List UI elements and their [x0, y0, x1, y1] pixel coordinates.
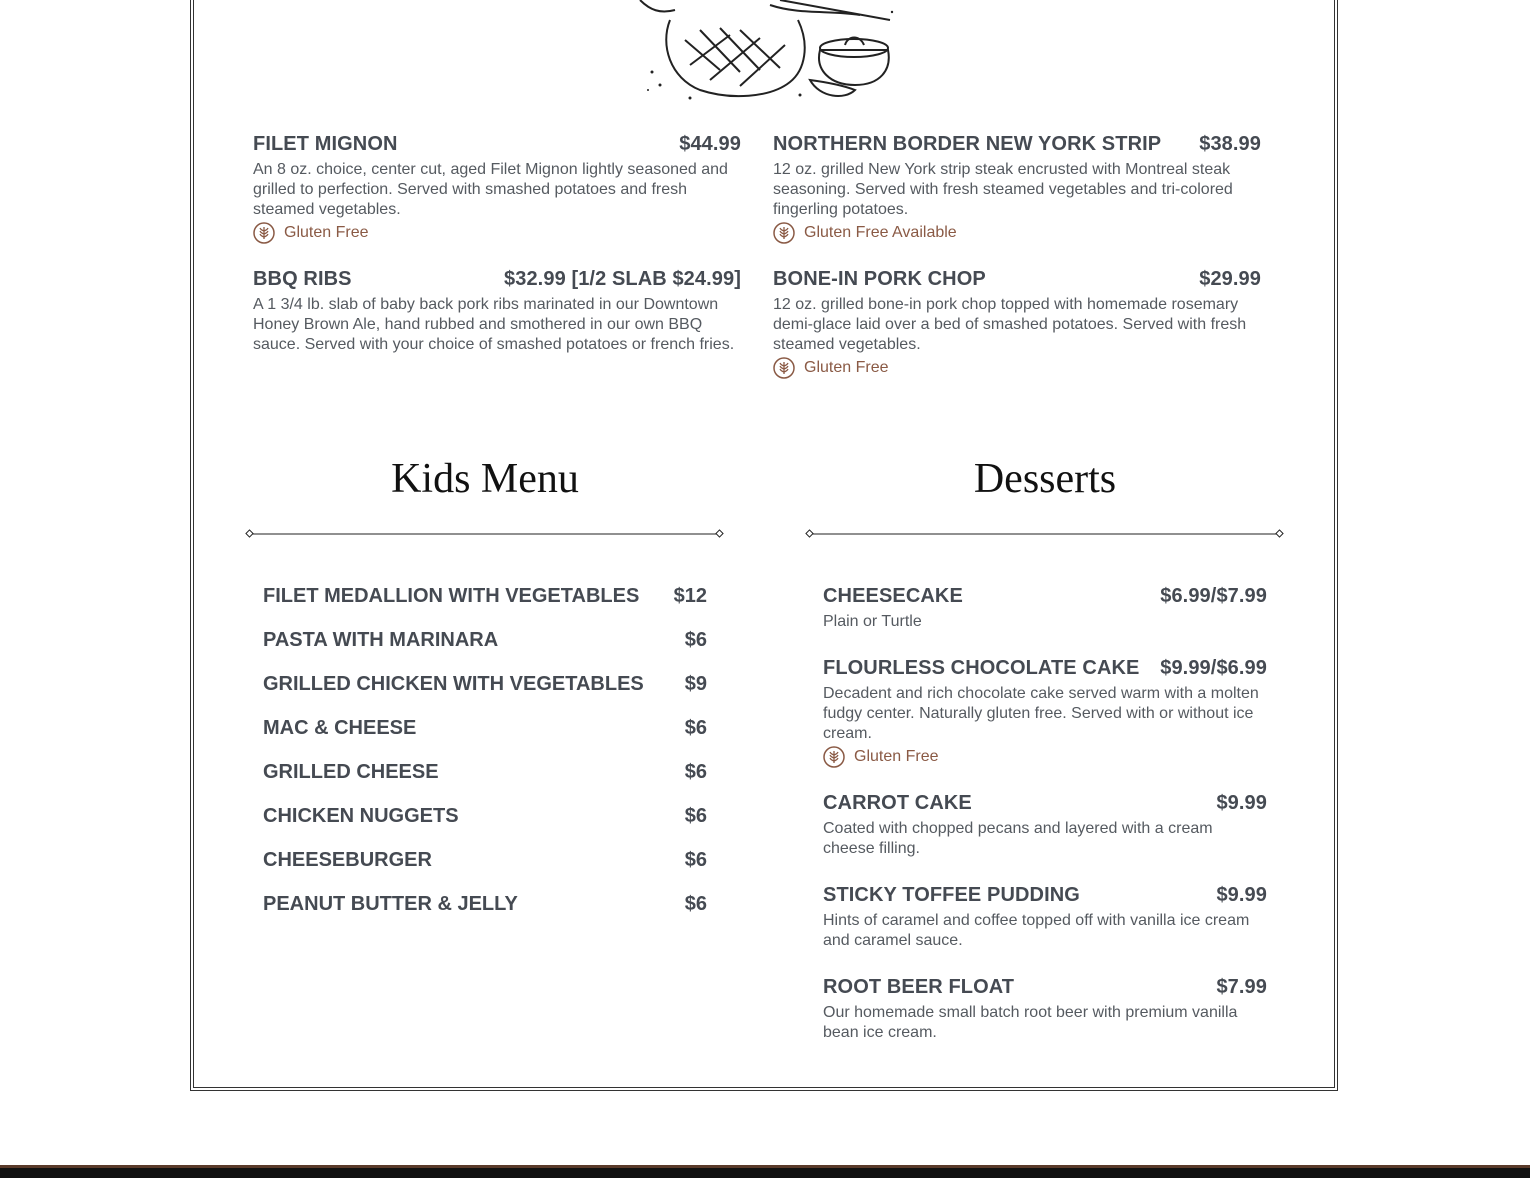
- kids-item-name: CHEESEBURGER: [263, 849, 432, 871]
- item-name: FILET MIGNON: [253, 133, 398, 155]
- item-price: $38.99: [1199, 133, 1261, 155]
- item-description: Hints of caramel and coffee topped off with vanilla ice cream and caramel sauce.: [823, 912, 1250, 949]
- kids-item: [263, 716, 707, 740]
- kids-menu-title: Kids Menu: [391, 456, 579, 502]
- steak-illustration: [630, 0, 900, 106]
- kids-item: [263, 760, 707, 784]
- kids-item-name: GRILLED CHEESE: [263, 761, 439, 783]
- item-price: $29.99: [1199, 268, 1261, 290]
- desserts-title: Desserts: [973, 456, 1117, 502]
- menu-item-bbq-ribs: [253, 267, 741, 355]
- kids-item-price: $6: [684, 717, 707, 739]
- gluten-free-label: Gluten Free: [854, 748, 939, 765]
- item-name: BBQ RIBS: [253, 268, 352, 290]
- kids-item: [263, 672, 707, 696]
- gluten-free-badge: [773, 357, 1261, 379]
- item-price: $6.99/$7.99: [1160, 585, 1267, 607]
- kids-item-price: $9: [684, 673, 707, 695]
- dessert-item-chocolate-cake: [823, 656, 1267, 768]
- item-description: 12 oz. grilled New York strip steak encrusted with Montreal steak seasoning. Served with fresh steamed vegetables and tri-colored fingerling potatoes.: [773, 161, 1233, 218]
- item-description: Plain or Turtle: [823, 613, 922, 630]
- dessert-item-cheesecake: [823, 584, 1267, 632]
- item-description: A 1 3/4 lb. slab of baby back pork ribs marinated in our Downtown Honey Brown Ale, hand rubbed and smothered in our own BBQ sauce. Served with your choice of smashed potatoes or french fries.: [253, 296, 735, 353]
- item-name: BONE-IN PORK CHOP: [773, 268, 986, 290]
- item-price: $9.99: [1216, 884, 1267, 906]
- dessert-item-root-beer-float: [823, 975, 1267, 1043]
- menu-item-ny-strip: [773, 132, 1261, 244]
- item-price: $9.99: [1216, 792, 1267, 814]
- kids-item-price: $12: [673, 585, 707, 607]
- item-description: Our homemade small batch root beer with premium vanilla bean ice cream.: [823, 1004, 1238, 1041]
- kids-item-name: FILET MEDALLION WITH VEGETABLES: [263, 585, 640, 607]
- menu-item-filet-mignon: [253, 132, 741, 244]
- item-name: CARROT CAKE: [823, 792, 972, 814]
- kids-item-price: $6: [684, 629, 707, 651]
- wheat-badge-icon: [773, 357, 795, 379]
- gluten-free-label: Gluten Free: [284, 224, 369, 241]
- item-description: 12 oz. grilled bone-in pork chop topped with homemade rosemary demi-glace laid over a bed of smashed potatoes. Served with fresh steamed vegetables.: [773, 296, 1247, 353]
- kids-item: [263, 848, 707, 872]
- item-name: STICKY TOFFEE PUDDING: [823, 884, 1080, 906]
- kids-item-name: PASTA WITH MARINARA: [263, 629, 499, 651]
- wheat-badge-icon: [253, 222, 275, 244]
- wheat-badge-icon: [823, 746, 845, 768]
- item-description: Coated with chopped pecans and layered with a cream cheese filling.: [823, 820, 1213, 857]
- footer-bar: [0, 1165, 1530, 1178]
- gluten-free-badge: [773, 222, 1261, 244]
- item-description: An 8 oz. choice, center cut, aged Filet Mignon lightly seasoned and grilled to perfection. Served with smashed potatoes and fresh steamed vegetables.: [253, 161, 728, 218]
- kids-item: [263, 804, 707, 828]
- menu-item-pork-chop: [773, 267, 1261, 379]
- item-price: $7.99: [1216, 976, 1267, 998]
- gluten-free-label: Gluten Free: [804, 359, 889, 376]
- item-price: $32.99 [1/2 SLAB $24.99]: [504, 268, 741, 290]
- gluten-free-label: Gluten Free Available: [804, 224, 957, 241]
- wheat-badge-icon: [773, 222, 795, 244]
- item-name: NORTHERN BORDER NEW YORK STRIP: [773, 133, 1162, 155]
- dessert-item-carrot-cake: [823, 791, 1267, 859]
- kids-item-price: $6: [684, 849, 707, 871]
- item-price: $9.99/$6.99: [1160, 657, 1267, 679]
- kids-item-name: PEANUT BUTTER & JELLY: [263, 893, 518, 915]
- item-name: CHEESECAKE: [823, 585, 963, 607]
- kids-divider: [245, 529, 725, 539]
- kids-item: [263, 628, 707, 652]
- kids-item-name: MAC & CHEESE: [263, 717, 417, 739]
- gluten-free-badge: [823, 746, 1267, 768]
- item-name: ROOT BEER FLOAT: [823, 976, 1015, 998]
- item-description: Decadent and rich chocolate cake served warm with a molten fudgy center. Naturally gluten free. Served with or without ice cream.: [823, 685, 1259, 742]
- item-name: FLOURLESS CHOCOLATE CAKE: [823, 657, 1140, 679]
- gluten-free-badge: [253, 222, 741, 244]
- kids-item-name: CHICKEN NUGGETS: [263, 805, 459, 827]
- kids-item-price: $6: [684, 805, 707, 827]
- item-price: $44.99: [679, 133, 741, 155]
- kids-item-price: $6: [684, 761, 707, 783]
- kids-item-name: GRILLED CHICKEN WITH VEGETABLES: [263, 673, 644, 695]
- dessert-item-toffee-pudding: [823, 883, 1267, 951]
- kids-item: [263, 892, 707, 916]
- desserts-divider: [805, 529, 1285, 539]
- kids-item: [263, 584, 707, 608]
- kids-item-price: $6: [684, 893, 707, 915]
